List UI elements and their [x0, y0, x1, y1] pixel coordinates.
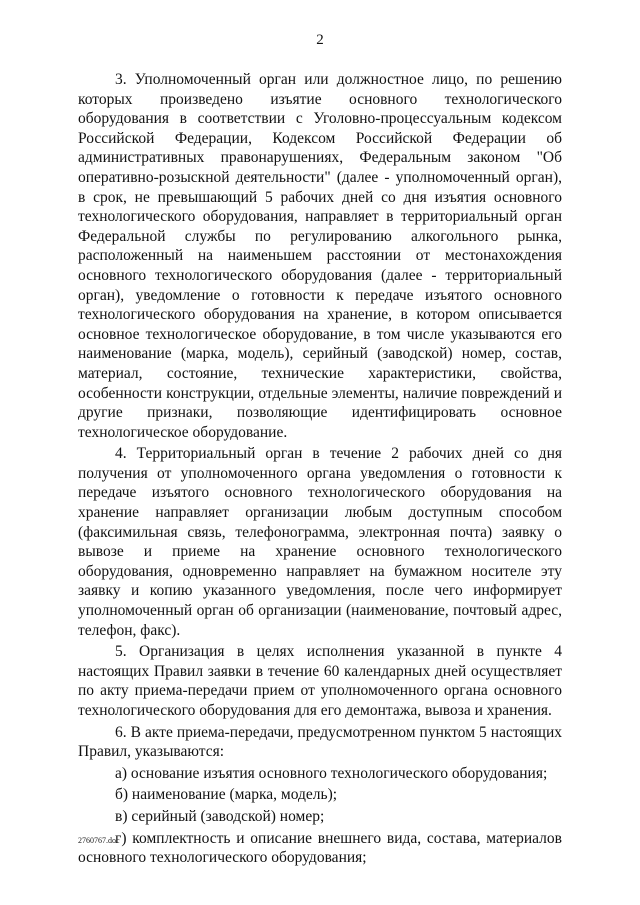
- list-item-a: а) основание изъятия основного технологического оборудования;: [115, 764, 548, 782]
- paragraph-4: 4. Территориальный орган в течение 2 рабочих дней со дня получения от уполномоченного органа уведомления о готовности к передаче изъятого основного технологического оборудования на хранение направляет организации любым доступным способом (факсимильная связь, телефонограмма, электронная почта) заявку о вывозе и приеме на хранение основного технологического оборудования, одновременно направляет на бумажном носителе эту заявку и копию указанного уведомления, после чего информирует уполномоченный орган об организации (наименование, почтовый адрес, телефон, факс).: [78, 445, 562, 639]
- list-item-g: г) комплектность и описание внешнего вида, состава, материалов основного технологического оборудования;: [78, 829, 562, 867]
- document-filename: 2760767.doc: [78, 836, 120, 845]
- list-item-v: в) серийный (заводской) номер;: [115, 807, 325, 825]
- document-body: [78, 70, 562, 870]
- paragraph-3: 3. Уполномоченный орган или должностное лицо, по решению которых произведено изъятие основного технологического оборудования в соответствии с Уголовно-процессуальным кодексом Российской Федерации, Кодексом Российской Федерации об административных правонарушениях, Федеральным законом "Об оперативно-розыскной деятельности" (далее - уполномоченный орган), в срок, не превышающий 5 рабочих дней со дня изъятия основного технологического оборудования, направляет в территориальный орган Федеральной службы по регулированию алкогольного рынка, расположенный на наименьшем расстоянии от местонахождения основного технологического оборудования (далее - территориальный орган), уведомление о готовности к передаче изъятого основного технологического оборудования на хранение, в котором описывается основное технологическое оборудование, в том числе указываются его наименование (марка, модель), серийный (заводской) номер, состав, материал, состояние, технические характеристики, свойства, особенности конструкции, отдельные элементы, наличие повреждений и другие признаки, позволяющие идентифицировать основное технологическое оборудование.: [78, 71, 562, 441]
- list-item-b: б) наименование (марка, модель);: [115, 786, 338, 804]
- page-number: 2: [316, 32, 324, 48]
- paragraph-5: 5. Организация в целях исполнения указанной в пункте 4 настоящих Правил заявки в течение 60 календарных дней осуществляет по акту приема-передачи прием от уполномоченного органа основного технологического оборудования для его демонтажа, вывоза и хранения.: [78, 643, 562, 719]
- paragraph-6: 6. В акте приема-передачи, предусмотренном пунктом 5 настоящих Правил, указываются:: [78, 723, 562, 761]
